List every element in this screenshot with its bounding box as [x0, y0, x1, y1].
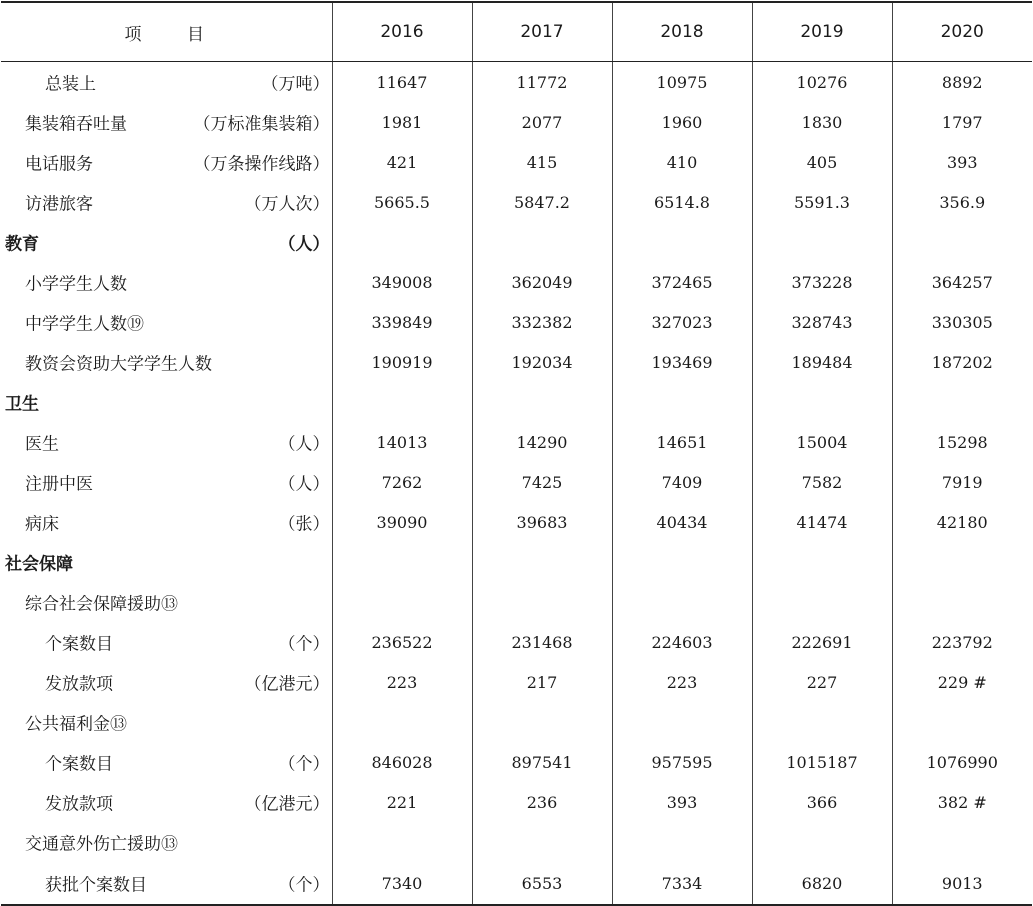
value-cell-2020: 356.9 — [892, 182, 1032, 222]
value-cell-2018 — [612, 222, 752, 262]
value-cell-2020: 364257 — [892, 262, 1032, 302]
value-cell-2017: 5847.2 — [472, 182, 612, 222]
value-cell-2017: 236 — [472, 782, 612, 822]
table-row — [1, 862, 1032, 905]
value-cell-2016: 339849 — [332, 302, 472, 342]
value-cell-2019: 1015187 — [752, 742, 892, 782]
value-cell-2018: 10975 — [612, 62, 752, 103]
row-label-cell — [1, 502, 332, 542]
value-cell-2019 — [752, 822, 892, 862]
value-cell-2018 — [612, 382, 752, 422]
value-cell-2017: 7425 — [472, 462, 612, 502]
header-year-2018: 2018 — [612, 2, 752, 62]
row-name: 中学学生人数⑲ — [25, 314, 144, 335]
value-cell-2016 — [332, 382, 472, 422]
value-cell-2016: 11647 — [332, 62, 472, 103]
row-name: 卫生 — [5, 394, 39, 415]
value-cell-2016: 190919 — [332, 342, 472, 382]
value-cell-2019: 373228 — [752, 262, 892, 302]
value-cell-2019: 15004 — [752, 422, 892, 462]
value-cell-2017: 362049 — [472, 262, 612, 302]
value-cell-2018: 14651 — [612, 422, 752, 462]
value-cell-2016: 349008 — [332, 262, 472, 302]
value-cell-2020 — [892, 702, 1032, 742]
value-cell-2016: 7340 — [332, 862, 472, 905]
value-cell-2016 — [332, 542, 472, 582]
row-label-cell — [1, 622, 332, 662]
value-cell-2017: 39683 — [472, 502, 612, 542]
row-label-cell — [1, 342, 332, 382]
row-name: 社会保障 — [5, 554, 73, 575]
header-year-2016: 2016 — [332, 2, 472, 62]
value-cell-2020: 1076990 — [892, 742, 1032, 782]
header-year-2017: 2017 — [472, 2, 612, 62]
row-unit: （个） — [278, 754, 330, 775]
table-row — [1, 462, 1032, 502]
row-name: 病床 — [25, 514, 59, 535]
value-cell-2017: 192034 — [472, 342, 612, 382]
table-row — [1, 142, 1032, 182]
row-name: 教资会资助大学学生人数 — [25, 354, 212, 375]
row-name: 发放款项 — [45, 674, 113, 695]
value-cell-2019: 5591.3 — [752, 182, 892, 222]
value-cell-2017 — [472, 542, 612, 582]
value-cell-2020: 330305 — [892, 302, 1032, 342]
value-cell-2016: 7262 — [332, 462, 472, 502]
value-cell-2019: 366 — [752, 782, 892, 822]
row-label-cell — [1, 582, 332, 622]
table-row — [1, 742, 1032, 782]
value-cell-2016: 223 — [332, 662, 472, 702]
table-row — [1, 502, 1032, 542]
row-label-cell — [1, 742, 332, 782]
row-unit: （张） — [278, 514, 330, 535]
value-cell-2018: 410 — [612, 142, 752, 182]
table-row — [1, 382, 1032, 422]
row-label-cell — [1, 542, 332, 582]
row-unit: （万条操作线路） — [193, 154, 330, 175]
row-unit: （人） — [278, 234, 330, 255]
value-cell-2019: 328743 — [752, 302, 892, 342]
row-name: 个案数目 — [45, 754, 113, 775]
row-label-cell — [1, 822, 332, 862]
value-cell-2019 — [752, 702, 892, 742]
value-cell-2020: 7919 — [892, 462, 1032, 502]
value-cell-2020: 1797 — [892, 102, 1032, 142]
table-row — [1, 582, 1032, 622]
value-cell-2019 — [752, 542, 892, 582]
header-item: 项 目 — [1, 2, 332, 62]
row-label-cell — [1, 862, 332, 905]
row-label-cell — [1, 222, 332, 262]
value-cell-2017: 415 — [472, 142, 612, 182]
table-row — [1, 102, 1032, 142]
value-cell-2019: 41474 — [752, 502, 892, 542]
value-cell-2016: 39090 — [332, 502, 472, 542]
value-cell-2017: 2077 — [472, 102, 612, 142]
row-name: 获批个案数目 — [45, 875, 147, 896]
row-name: 发放款项 — [45, 794, 113, 815]
row-label-cell — [1, 262, 332, 302]
table-header — [1, 2, 1032, 62]
value-cell-2016: 1981 — [332, 102, 472, 142]
value-cell-2017 — [472, 222, 612, 262]
row-name: 访港旅客 — [25, 194, 93, 215]
value-cell-2020 — [892, 822, 1032, 862]
value-cell-2019: 405 — [752, 142, 892, 182]
value-cell-2020: 9013 — [892, 862, 1032, 905]
value-cell-2018: 224603 — [612, 622, 752, 662]
value-cell-2019: 7582 — [752, 462, 892, 502]
value-cell-2020: 8892 — [892, 62, 1032, 103]
row-name: 集装箱吞吐量 — [25, 114, 127, 135]
row-label-cell — [1, 462, 332, 502]
row-unit: （万标准集装箱） — [193, 114, 330, 135]
value-cell-2018 — [612, 702, 752, 742]
row-name: 医生 — [25, 434, 59, 455]
value-cell-2020: 42180 — [892, 502, 1032, 542]
value-cell-2017 — [472, 822, 612, 862]
row-label-cell — [1, 302, 332, 342]
value-cell-2018: 193469 — [612, 342, 752, 382]
value-cell-2016: 14013 — [332, 422, 472, 462]
table-row — [1, 182, 1032, 222]
row-name: 公共福利金⑬ — [25, 714, 127, 735]
value-cell-2018: 372465 — [612, 262, 752, 302]
table-row — [1, 262, 1032, 302]
header-year-2020: 2020 — [892, 2, 1032, 62]
value-cell-2019 — [752, 382, 892, 422]
table-row — [1, 422, 1032, 462]
value-cell-2018: 393 — [612, 782, 752, 822]
value-cell-2018: 7409 — [612, 462, 752, 502]
table-row — [1, 662, 1032, 702]
value-cell-2019: 1830 — [752, 102, 892, 142]
value-cell-2017 — [472, 702, 612, 742]
row-label-cell — [1, 702, 332, 742]
row-label-cell — [1, 782, 332, 822]
row-name: 电话服务 — [25, 154, 93, 175]
row-unit: （个） — [278, 875, 330, 896]
value-cell-2018: 223 — [612, 662, 752, 702]
value-cell-2016: 846028 — [332, 742, 472, 782]
row-unit: （万吨） — [261, 74, 330, 95]
value-cell-2019: 10276 — [752, 62, 892, 103]
value-cell-2018 — [612, 822, 752, 862]
value-cell-2017: 217 — [472, 662, 612, 702]
table-row — [1, 822, 1032, 862]
value-cell-2020 — [892, 222, 1032, 262]
row-label-cell — [1, 102, 332, 142]
value-cell-2017: 11772 — [472, 62, 612, 103]
row-name: 综合社会保障援助⑬ — [25, 594, 178, 615]
value-cell-2017: 231468 — [472, 622, 612, 662]
value-cell-2016: 421 — [332, 142, 472, 182]
row-label-cell — [1, 62, 332, 103]
value-cell-2018 — [612, 582, 752, 622]
value-cell-2017: 14290 — [472, 422, 612, 462]
value-cell-2018: 40434 — [612, 502, 752, 542]
row-label-cell — [1, 422, 332, 462]
row-unit: （亿港元） — [244, 794, 330, 815]
value-cell-2016 — [332, 582, 472, 622]
row-unit: （人） — [278, 474, 330, 495]
value-cell-2020: 382 # — [892, 782, 1032, 822]
table-row — [1, 782, 1032, 822]
value-cell-2016 — [332, 702, 472, 742]
value-cell-2019 — [752, 222, 892, 262]
row-name: 交通意外伤亡援助⑬ — [25, 834, 178, 855]
table-row — [1, 342, 1032, 382]
value-cell-2018: 6514.8 — [612, 182, 752, 222]
table-row — [1, 542, 1032, 582]
value-cell-2020: 187202 — [892, 342, 1032, 382]
table-body — [1, 62, 1032, 906]
row-name: 个案数目 — [45, 634, 113, 655]
table-row — [1, 62, 1032, 103]
value-cell-2017: 332382 — [472, 302, 612, 342]
value-cell-2019: 6820 — [752, 862, 892, 905]
row-label-cell — [1, 142, 332, 182]
header-year-2019: 2019 — [752, 2, 892, 62]
row-name: 注册中医 — [25, 474, 93, 495]
value-cell-2017: 897541 — [472, 742, 612, 782]
value-cell-2016 — [332, 822, 472, 862]
value-cell-2017 — [472, 382, 612, 422]
value-cell-2018: 327023 — [612, 302, 752, 342]
table-row — [1, 622, 1032, 662]
value-cell-2020: 223792 — [892, 622, 1032, 662]
value-cell-2020: 15298 — [892, 422, 1032, 462]
value-cell-2016: 236522 — [332, 622, 472, 662]
value-cell-2018: 957595 — [612, 742, 752, 782]
header-row — [1, 2, 1032, 62]
row-name: 教育 — [5, 234, 39, 255]
value-cell-2016 — [332, 222, 472, 262]
value-cell-2020 — [892, 542, 1032, 582]
row-label-cell — [1, 382, 332, 422]
table-row — [1, 302, 1032, 342]
table-row — [1, 702, 1032, 742]
value-cell-2019 — [752, 582, 892, 622]
row-unit: （亿港元） — [244, 674, 330, 695]
value-cell-2020 — [892, 382, 1032, 422]
value-cell-2020: 229 # — [892, 662, 1032, 702]
value-cell-2020 — [892, 582, 1032, 622]
value-cell-2016: 221 — [332, 782, 472, 822]
statistics-table — [1, 1, 1032, 906]
value-cell-2017 — [472, 582, 612, 622]
row-unit: （万人次） — [244, 194, 330, 215]
value-cell-2019: 222691 — [752, 622, 892, 662]
value-cell-2018: 1960 — [612, 102, 752, 142]
row-label-cell — [1, 662, 332, 702]
table-row — [1, 222, 1032, 262]
value-cell-2018 — [612, 542, 752, 582]
row-label-cell — [1, 182, 332, 222]
value-cell-2017: 6553 — [472, 862, 612, 905]
value-cell-2018: 7334 — [612, 862, 752, 905]
value-cell-2020: 393 — [892, 142, 1032, 182]
row-name: 小学学生人数 — [25, 274, 127, 295]
value-cell-2019: 189484 — [752, 342, 892, 382]
value-cell-2019: 227 — [752, 662, 892, 702]
row-unit: （个） — [278, 634, 330, 655]
row-name: 总装上 — [45, 74, 96, 95]
value-cell-2016: 5665.5 — [332, 182, 472, 222]
row-unit: （人） — [278, 434, 330, 455]
